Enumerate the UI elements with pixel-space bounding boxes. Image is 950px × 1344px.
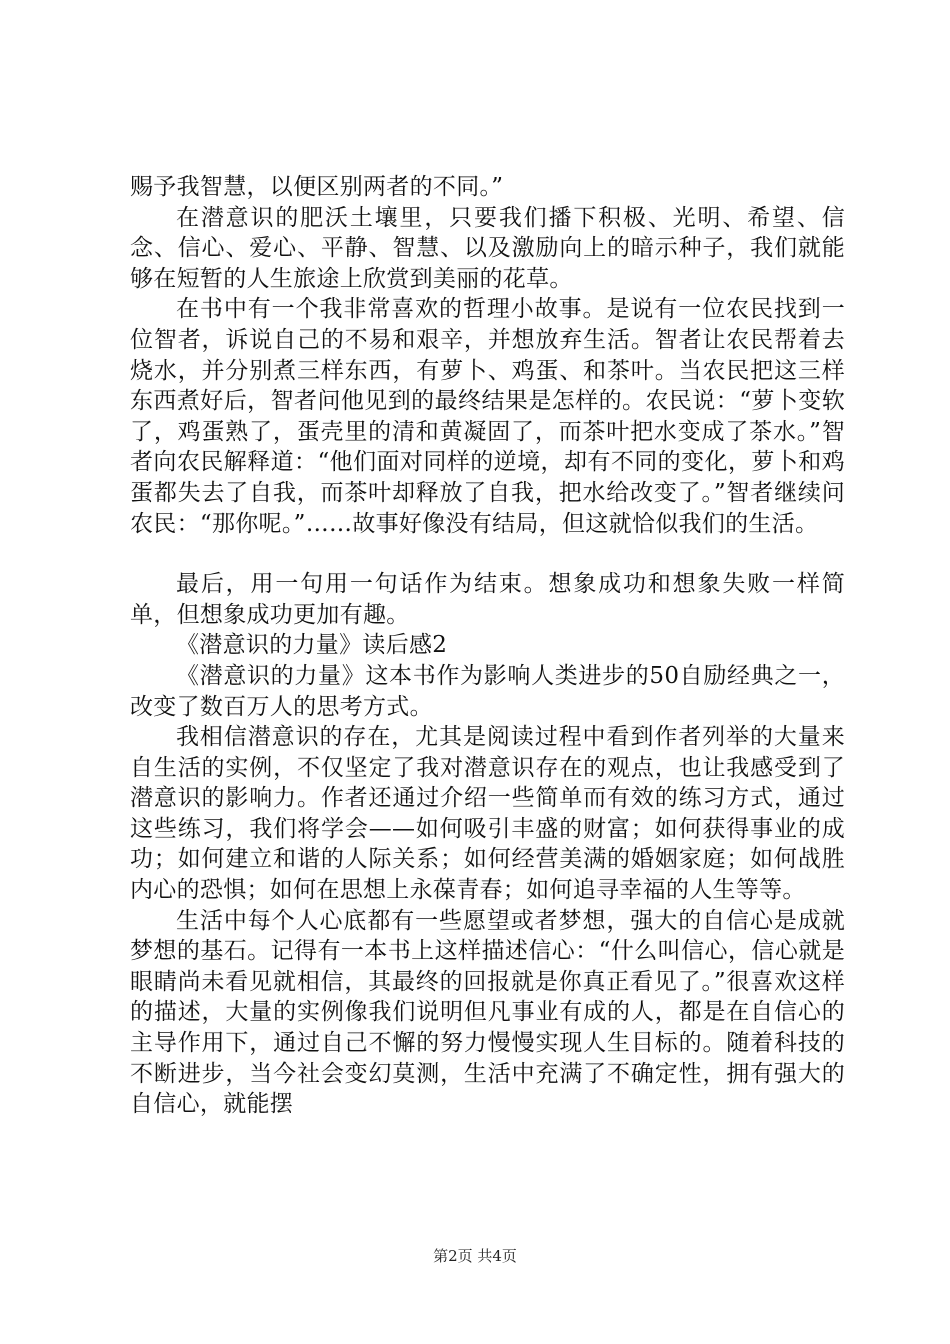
document-body xyxy=(130,172,845,1120)
paragraph-quote-ending: 赐予我智慧，以便区别两者的不同。” xyxy=(130,174,504,200)
paragraph-confidence: 生活中每个人心底都有一些愿望或者梦想，强大的自信心是成就梦想的基石。记得有一本书上这样描述信心：“什么叫信心，信心就是眼睛尚未看见就相信，其最终的回报就是你真正看见了。”很喜欢这样的描述，大量的实例像我们说明但凡事业有成的人，都是在自信心的主导作用下，通过自己不懈的努力慢慢实现人生目标的。随着科技的不断进步，当今社会变幻莫测，生活中充满了不确定性，拥有强大的自信心，就能摆 xyxy=(130,907,845,1118)
paragraph-farmer-story: 在书中有一个我非常喜欢的哲理小故事。是说有一位农民找到一位智者，诉说自己的不易和艰辛，并想放弃生活。智者让农民帮着去烧水，并分别煮三样东西，有萝卜、鸡蛋、和茶叶。当农民把这三样东西煮好后，智者问他见到的最终结果是怎样的。农民说：“萝卜变软了，鸡蛋熟了，蛋壳里的清和黄凝固了，而茶叶把水变成了茶水。”智者向农民解释道：“他们面对同样的逆境，却有不同的变化，萝卜和鸡蛋都失去了自我，而茶叶却释放了自我，把水给改变了。”智者继续问农民：“那你呢。”……故事好像没有结局，但这就恰似我们的生活。 xyxy=(130,296,845,537)
paragraph-gap xyxy=(130,539,845,569)
paragraph-book-intro: 《潜意识的力量》这本书作为影响人类进步的50自励经典之一，改变了数百万人的思考方式。 xyxy=(130,662,845,720)
paragraph-subconscious-soil: 在潜意识的肥沃土壤里，只要我们播下积极、光明、希望、信念、信心、爱心、平静、智慧、以及激励向上的暗示种子，我们就能够在短暂的人生旅途上欣赏到美丽的花草。 xyxy=(130,204,845,292)
paragraph-belief: 我相信潜意识的存在，尤其是阅读过程中看到作者列举的大量来自生活的实例，不仅坚定了我对潜意识存在的观点，也让我感受到了潜意识的影响力。作者还通过介绍一些简单而有效的练习方式，通过这些练习，我们将学会——如何吸引丰盛的财富；如何获得事业的成功；如何建立和谐的人际关系；如何经营美满的婚姻家庭；如何战胜内心的恐惧；如何在思想上永葆青春；如何追寻幸福的人生等等。 xyxy=(130,724,845,904)
paragraph-conclusion: 最后，用一句用一句话作为结束。想象成功和想象失败一样简单，但想象成功更加有趣。 xyxy=(130,571,845,628)
section-heading: 《潜意识的力量》读后感2 xyxy=(176,632,448,659)
page-number-footer: 第2页 共4页 xyxy=(433,1247,517,1265)
